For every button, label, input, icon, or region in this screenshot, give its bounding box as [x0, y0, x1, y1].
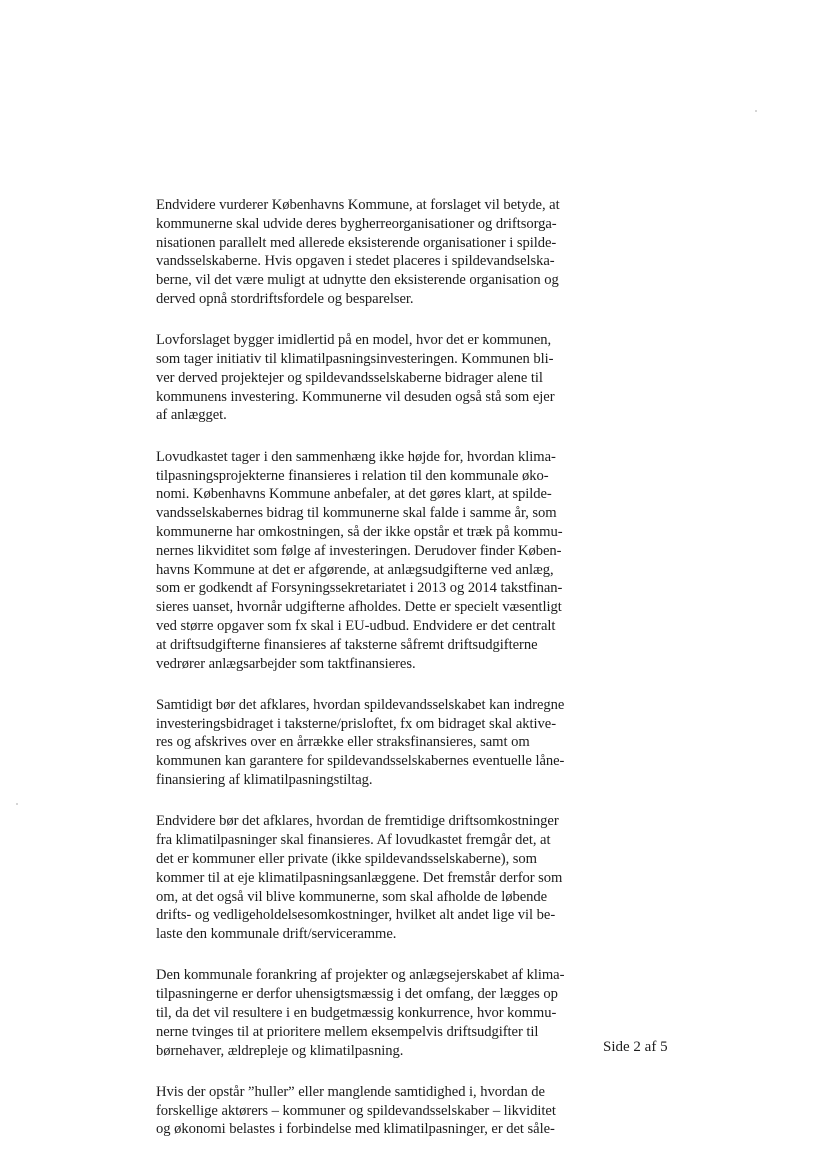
paragraph	[156, 196, 576, 309]
text-line: ved større opgaver som fx skal i EU-udbud. Endvidere er det centralt	[156, 617, 556, 634]
body-text	[156, 196, 576, 1162]
text-line: kommunerne har omkostningen, så der ikke opstår et træk på kommu-	[156, 523, 563, 540]
text-line: nomi. Københavns Kommune anbefaler, at det gøres klart, at spilde-	[156, 486, 552, 503]
page-number: Side 2 af 5	[603, 1039, 668, 1055]
text-line: vandsselskabernes bidrag til kommunerne skal falde i samme år, som	[156, 505, 557, 522]
text-line: det er kommuner eller private (ikke spildevandsselskaberne), som	[156, 850, 537, 867]
paragraph	[156, 1083, 576, 1139]
text-line: nerne tvinges til at prioritere mellem eksempelvis driftsudgifter til	[156, 1023, 539, 1040]
text-line: investeringsbidraget i taksterne/prisloftet, fx om bidraget skal aktive-	[156, 715, 557, 732]
text-line: ver derved projektejer og spildevandsselskaberne bidrager alene til	[156, 369, 543, 386]
text-line: af anlægget.	[156, 407, 227, 424]
text-line: havns Kommune at det er afgørende, at anlægsudgifterne ved anlæg,	[156, 561, 554, 578]
scan-speck	[755, 110, 757, 112]
text-line: kommunens investering. Kommunerne vil desuden også stå som ejer	[156, 388, 555, 405]
text-line: vedrører anlægsarbejder som taktfinansieres.	[156, 655, 416, 672]
text-line: berne, vil det være muligt at udnytte den eksisterende organisation og	[156, 272, 559, 289]
text-line: Lovudkastet tager i den sammenhæng ikke højde for, hvordan klima-	[156, 448, 556, 465]
text-line: derved opnå stordriftsfordele og besparelser.	[156, 290, 414, 307]
paragraph	[156, 812, 576, 944]
text-line: nisationen parallelt med allerede eksisterende organisationer i spilde-	[156, 234, 557, 251]
text-line: sieres uanset, hvornår udgifterne afholdes. Dette er specielt væsentligt	[156, 599, 562, 616]
text-line: kommunen kan garantere for spildevandsselskabernes eventuelle låne-	[156, 753, 565, 770]
text-line: om, at det også vil blive kommunerne, som skal afholde de løbende	[156, 888, 548, 905]
text-line: laste den kommunale drift/serviceramme.	[156, 926, 397, 943]
text-line: vandsselskaberne. Hvis opgaven i stedet placeres i spildevandselska-	[156, 253, 555, 270]
text-line: kommunerne skal udvide deres bygherreorganisationer og driftsorga-	[156, 215, 557, 232]
text-line: forskellige aktørers – kommuner og spildevandsselskaber – likviditet	[156, 1102, 556, 1119]
text-line: som er godkendt af Forsyningssekretariatet i 2013 og 2014 takstfinan-	[156, 580, 563, 597]
text-line: børnehaver, ældrepleje og klimatilpasning.	[156, 1042, 404, 1059]
text-line: kommer til at eje klimatilpasningsanlæggene. Det fremstår derfor som	[156, 869, 563, 886]
text-line: Endvidere vurderer Københavns Kommune, at forslaget vil betyde, at	[156, 197, 560, 213]
text-line: Den kommunale forankring af projekter og anlægsejerskabet af klima-	[156, 967, 565, 984]
text-line: drifts- og vedligeholdelsesomkostninger, hvilket alt andet lige vil be-	[156, 907, 556, 924]
text-line: fra klimatilpasninger skal finansieres. Af lovudkastet fremgår det, at	[156, 832, 551, 849]
text-line: Endvidere bør det afklares, hvordan de fremtidige driftsomkostninger	[156, 813, 559, 830]
text-line: res og afskrives over en årrække eller straksfinansieres, samt om	[156, 734, 530, 751]
paragraph	[156, 696, 576, 790]
text-line: og økonomi belastes i forbindelse med klimatilpasninger, er det såle-	[156, 1121, 555, 1138]
text-line: tilpasningerne er derfor uhensigtsmæssig i det omfang, der lægges op	[156, 986, 558, 1003]
text-line: Samtidigt bør det afklares, hvordan spildevandsselskabet kan indregne	[156, 696, 565, 713]
text-line: Hvis der opstår ”huller” eller manglende samtidighed i, hvordan de	[156, 1083, 545, 1100]
scan-speck	[16, 803, 18, 805]
paragraph	[156, 448, 576, 674]
text-line: finansiering af klimatilpasningstiltag.	[156, 772, 373, 789]
text-line: til, da det vil resultere i en budgetmæssig konkurrence, hvor kommu-	[156, 1004, 557, 1021]
paragraph	[156, 331, 576, 425]
text-line: Lovforslaget bygger imidlertid på en model, hvor det er kommunen,	[156, 332, 552, 349]
text-line: tilpasningsprojekterne finansieres i relation til den kommunale øko-	[156, 467, 549, 484]
paragraph	[156, 966, 576, 1060]
text-line: at driftsudgifterne finansieres af taksterne såfremt driftsudgifterne	[156, 636, 538, 653]
text-line: som tager initiativ til klimatilpasningsinvesteringen. Kommunen bli-	[156, 351, 554, 368]
text-line: nernes likviditet som følge af investeringen. Derudover finder Køben-	[156, 542, 562, 559]
